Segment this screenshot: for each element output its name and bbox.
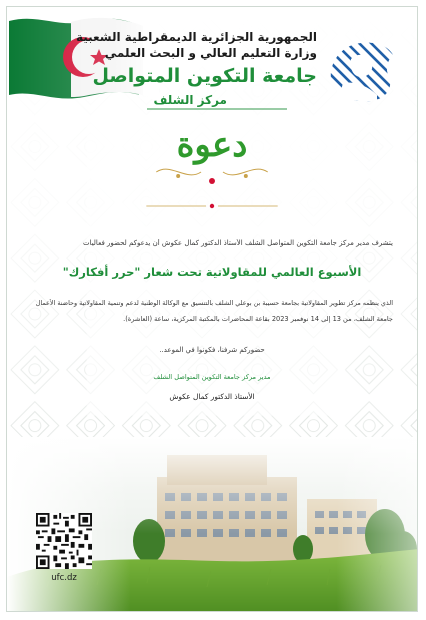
event-title: الأسبوع العالمي للمقاولاتية تحت شعار "حرر أفكارك": [62, 265, 362, 279]
ufc-logo-icon: [327, 39, 397, 105]
event-description-line2: جامعة الشلف، من 13 إلى 14 نوفمبر 2023 بقاعة المحاضرات بالمكتبة المركزية، ساعة (العاشرة).: [123, 315, 393, 323]
website-url[interactable]: ufc.dz: [51, 573, 77, 583]
center-name: مركز الشلف: [153, 93, 227, 107]
qr-code-icon[interactable]: [36, 513, 92, 569]
closing-text: حضوركم شرفنا، فكونوا في الموعد..: [159, 346, 265, 354]
signature-name: الأستاذ الدكتور كمال عكوش: [169, 392, 255, 401]
invitation-intro: يتشرف مدير مركز جامعة التكوين المتواصل الشلف الأستاذ الدكتور كمال عكوش أن يدعوكم لحضور فعاليات: [82, 239, 393, 247]
title-underline-ornament: [7, 199, 417, 213]
university-name: جامعة التكوين المتواصل: [92, 65, 317, 87]
qr-code-block: [31, 513, 97, 597]
republic-name: الجمهورية الجزائرية الديمقراطية الشعبية: [75, 30, 317, 44]
header-divider: [147, 108, 287, 110]
invitation-card: [6, 6, 418, 612]
invitation-title: دعوة: [176, 125, 248, 165]
signature-role: مدير مركز جامعة التكوين المتواصل الشلف: [153, 373, 271, 381]
event-description-line1: الذي ينظمه مركز تطوير المقاولاتية بجامعة حسيبة بن بوعلي الشلف بالتنسيق مع الوكالة الوطنية لدعم وتنمية المقاولاتية وحاضنة الأعمال: [35, 299, 393, 307]
ministry-name: وزارة التعليم العالي و البحث العلمي: [104, 46, 317, 60]
